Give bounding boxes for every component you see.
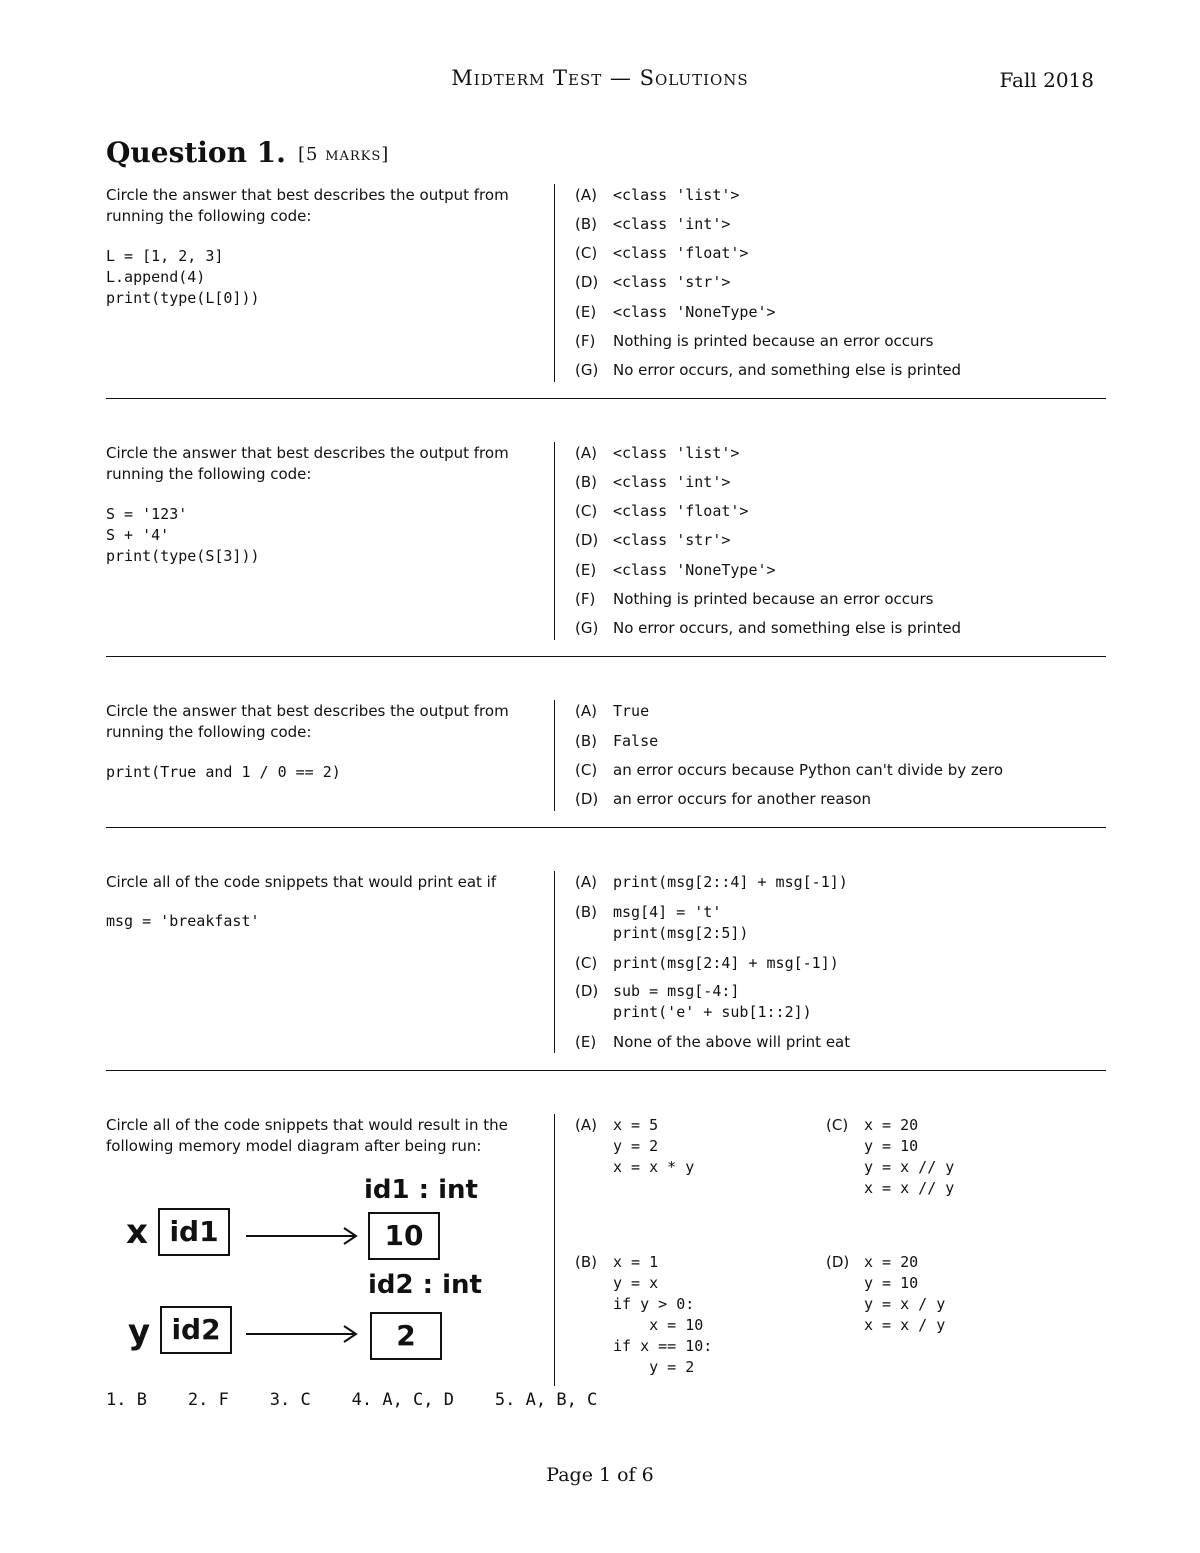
option-text: False (613, 732, 659, 750)
option-label: (A) (575, 702, 597, 720)
option-label: (G) (575, 619, 599, 637)
option-text: <class 'float'> (613, 502, 749, 520)
option-label: (E) (575, 1033, 597, 1051)
page-header-title: Midterm Test — Solutions (451, 66, 749, 90)
part3-separator (106, 827, 1106, 828)
part2-code: S = '123' S + '4' print(type(S[3])) (106, 505, 260, 565)
option-label: (D) (575, 531, 599, 549)
diagram-obj1-box: 10 (368, 1212, 440, 1260)
part3-divider (554, 700, 555, 811)
part3-option-d[interactable] (575, 789, 871, 810)
diagram-id-box-1: id1 (158, 1208, 230, 1256)
part1-option-a[interactable] (575, 185, 739, 206)
diagram-obj2-box: 2 (370, 1312, 442, 1360)
option-label: (G) (575, 361, 599, 379)
option-text: an error occurs because Python can't divide by zero (613, 761, 1003, 779)
page-header-term: Fall 2018 (999, 68, 1094, 92)
option-text: True (613, 702, 650, 720)
part1-divider (554, 184, 555, 382)
part5-divider (554, 1114, 555, 1386)
option-label: (F) (575, 590, 596, 608)
option-text: x = 20 y = 10 y = x // y x = x // y (864, 1116, 955, 1197)
option-label: (C) (575, 954, 598, 972)
part3-option-a[interactable] (575, 701, 649, 722)
option-text: x = 5 y = 2 x = x * y (613, 1116, 695, 1176)
option-label: (D) (575, 790, 599, 808)
option-label: (D) (575, 982, 599, 1000)
option-label: (C) (826, 1116, 849, 1134)
option-text: print(msg[2::4] + msg[-1]) (613, 873, 848, 891)
option-text: <class 'int'> (613, 215, 731, 233)
part3-option-b[interactable] (575, 731, 658, 752)
option-label: (D) (826, 1253, 850, 1271)
part3-option-c[interactable] (575, 760, 1003, 781)
option-text: <class 'list'> (613, 444, 740, 462)
part3-code: print(True and 1 / 0 == 2) (106, 763, 341, 781)
part4-prompt: Circle all of the code snippets that would print eat if (106, 873, 497, 891)
option-label: (A) (575, 186, 597, 204)
option-label: (A) (575, 444, 597, 462)
diagram-obj1-label: id1 : int (364, 1175, 478, 1205)
part2-option-b[interactable] (575, 472, 730, 493)
part2-option-g[interactable] (575, 618, 961, 639)
part2-option-d[interactable] (575, 530, 730, 551)
option-label: (B) (575, 473, 597, 491)
option-text: <class 'int'> (613, 473, 731, 491)
diagram-id-box-2: id2 (160, 1306, 232, 1354)
option-label: (D) (575, 273, 599, 291)
option-label: (B) (575, 1253, 597, 1271)
option-label: (C) (575, 502, 598, 520)
part1-code: L = [1, 2, 3] L.append(4) print(type(L[0])) (106, 247, 260, 307)
option-text: <class 'list'> (613, 186, 740, 204)
option-label: (A) (575, 873, 597, 891)
page-number: Page 1 of 6 (546, 1464, 654, 1486)
option-text: <class 'str'> (613, 273, 731, 291)
part2-option-f[interactable] (575, 589, 933, 610)
part4-code: msg = 'breakfast' (106, 912, 260, 930)
option-label: (C) (575, 244, 598, 262)
option-text: No error occurs, and something else is printed (613, 619, 962, 637)
option-text: an error occurs for another reason (613, 790, 872, 808)
part2-divider (554, 442, 555, 640)
option-label: (B) (575, 903, 597, 921)
question-marks: [5 marks] (298, 144, 390, 165)
option-text: <class 'NoneType'> (613, 303, 776, 321)
part1-option-f[interactable] (575, 331, 933, 352)
part1-option-c[interactable] (575, 243, 748, 264)
option-text: print(msg[2:4] + msg[-1]) (613, 954, 839, 972)
option-label: (A) (575, 1116, 597, 1134)
option-text: Nothing is printed because an error occurs (613, 590, 934, 608)
part2-option-e[interactable] (575, 560, 776, 581)
part1-option-b[interactable] (575, 214, 730, 235)
arrow-x-to-obj1 (246, 1228, 356, 1244)
option-text: <class 'NoneType'> (613, 561, 776, 579)
part1-option-d[interactable] (575, 272, 730, 293)
option-label: (F) (575, 332, 596, 350)
option-text: No error occurs, and something else is printed (613, 361, 962, 379)
option-text: x = 20 y = 10 y = x / y x = x / y (864, 1253, 946, 1334)
diagram-var-y: y (128, 1312, 151, 1352)
question-title: Question 1. (106, 136, 286, 169)
part4-divider (554, 871, 555, 1053)
part1-option-g[interactable] (575, 360, 961, 381)
option-label: (E) (575, 561, 597, 579)
option-text: <class 'str'> (613, 531, 731, 549)
option-label: (E) (575, 303, 597, 321)
option-label: (B) (575, 215, 597, 233)
option-text: x = 1 y = x if y > 0: x = 10 if x == 10: y = 2 (613, 1253, 713, 1376)
part1-prompt: Circle the answer that best describes the output from running the following code: (106, 186, 509, 225)
option-label: (B) (575, 732, 597, 750)
part5-prompt: Circle all of the code snippets that would result in the following memory model diagram after being run: (106, 1116, 508, 1155)
option-text: sub = msg[-4:] print('e' + sub[1::2]) (613, 982, 812, 1021)
solution-answers: 1. B 2. F 3. C 4. A, C, D 5. A, B, C (106, 1390, 598, 1410)
option-label: (C) (575, 761, 598, 779)
diagram-arrows (240, 1222, 370, 1352)
diagram-obj2-label: id2 : int (368, 1270, 482, 1300)
part2-separator (106, 656, 1106, 657)
diagram-var-x: x (126, 1212, 148, 1252)
part4-separator (106, 1070, 1106, 1071)
option-text: msg[4] = 't' print(msg[2:5]) (613, 903, 749, 942)
part2-option-c[interactable] (575, 501, 748, 522)
option-text: Nothing is printed because an error occurs (613, 332, 934, 350)
option-text: <class 'float'> (613, 244, 749, 262)
arrow-y-to-obj2 (246, 1326, 356, 1342)
part1-option-e[interactable] (575, 302, 776, 323)
option-text: None of the above will print eat (613, 1033, 851, 1051)
part2-prompt: Circle the answer that best describes the output from running the following code: (106, 444, 509, 483)
part1-separator (106, 398, 1106, 399)
part2-option-a[interactable] (575, 443, 739, 464)
part3-prompt: Circle the answer that best describes the output from running the following code: (106, 702, 509, 741)
